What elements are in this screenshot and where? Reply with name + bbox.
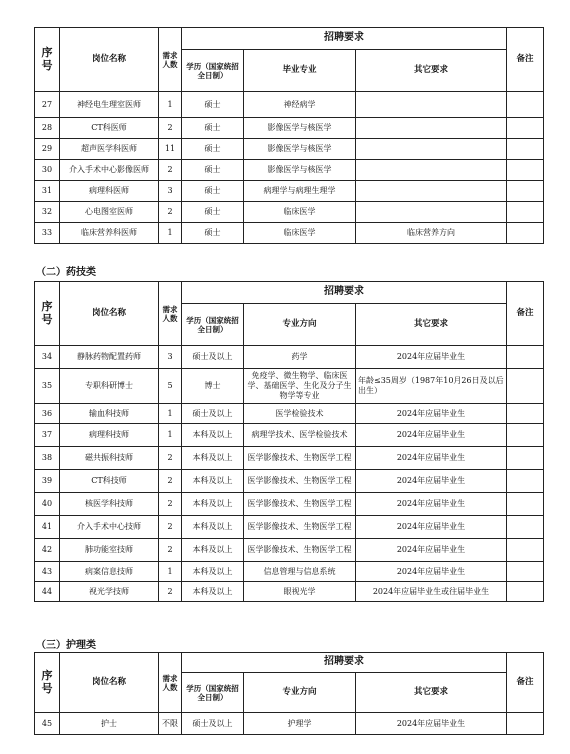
cell-count: 1 — [159, 562, 182, 582]
cell-major: 信息管理与信息系统 — [244, 562, 356, 582]
cell-education: 硕士 — [182, 92, 244, 118]
cell-position: 肺功能室技师 — [60, 539, 159, 562]
header-count: 需求人数 — [159, 28, 182, 92]
header-requirements: 招聘要求 — [182, 653, 507, 673]
cell-seq: 28 — [35, 118, 60, 139]
cell-other — [356, 181, 507, 202]
cell-education: 本科及以上 — [182, 582, 244, 602]
cell-position: 介入手术中心技师 — [60, 516, 159, 539]
section-title-pharmacy: （二）药技类 — [36, 267, 96, 278]
cell-other: 2024年应届毕业生 — [356, 562, 507, 582]
header-major: 毕业专业 — [244, 50, 356, 92]
cell-other: 2024年应届毕业生 — [356, 713, 507, 735]
cell-count: 3 — [159, 181, 182, 202]
cell-remarks — [507, 582, 544, 602]
cell-count: 2 — [159, 539, 182, 562]
cell-position: 临床营养科医师 — [60, 223, 159, 244]
cell-other — [356, 139, 507, 160]
cell-remarks — [507, 160, 544, 181]
header-education: 学历（国家统招全日制） — [182, 304, 244, 346]
cell-other — [356, 118, 507, 139]
cell-position: 病理科医师 — [60, 181, 159, 202]
table-pharmacy-technicians — [34, 281, 544, 602]
table-clinical-physicians — [34, 27, 544, 244]
cell-major: 临床医学 — [244, 223, 356, 244]
header-other: 其它要求 — [356, 673, 507, 713]
cell-seq: 38 — [35, 447, 60, 470]
table-row — [35, 447, 544, 470]
cell-position: 磁共振科技师 — [60, 447, 159, 470]
cell-remarks — [507, 404, 544, 424]
cell-position: CT科技师 — [60, 470, 159, 493]
cell-remarks — [507, 139, 544, 160]
cell-count: 2 — [159, 582, 182, 602]
cell-remarks — [507, 539, 544, 562]
table-row — [35, 139, 544, 160]
cell-remarks — [507, 516, 544, 539]
cell-other: 2024年应届毕业生 — [356, 470, 507, 493]
cell-seq: 32 — [35, 202, 60, 223]
cell-position: 介入手术中心影像医师 — [60, 160, 159, 181]
cell-other: 2024年应届毕业生或往届毕业生 — [356, 582, 507, 602]
cell-position: 核医学科技师 — [60, 493, 159, 516]
cell-position: 病理科技师 — [60, 424, 159, 447]
table-row — [35, 562, 544, 582]
header-education: 学历（国家统招全日制） — [182, 50, 244, 92]
cell-count: 1 — [159, 404, 182, 424]
table-row — [35, 181, 544, 202]
cell-remarks — [507, 493, 544, 516]
cell-education: 本科及以上 — [182, 493, 244, 516]
cell-position: 静脉药物配置药师 — [60, 346, 159, 369]
cell-other: 临床营养方向 — [356, 223, 507, 244]
cell-other: 2024年应届毕业生 — [356, 447, 507, 470]
header-count: 需求人数 — [159, 282, 182, 346]
table-row — [35, 470, 544, 493]
cell-education: 本科及以上 — [182, 516, 244, 539]
cell-education: 硕士及以上 — [182, 346, 244, 369]
header-remarks: 备注 — [507, 653, 544, 713]
header-other: 其它要求 — [356, 50, 507, 92]
cell-remarks — [507, 92, 544, 118]
cell-major: 免疫学、微生物学、临床医学、基础医学、生化及分子生物学等专业 — [244, 369, 356, 404]
header-count: 需求人数 — [159, 653, 182, 713]
table-row — [35, 404, 544, 424]
cell-other: 2024年应届毕业生 — [356, 404, 507, 424]
cell-count: 2 — [159, 470, 182, 493]
cell-remarks — [507, 369, 544, 404]
cell-major: 医学影像技术、生物医学工程 — [244, 539, 356, 562]
cell-education: 本科及以上 — [182, 562, 244, 582]
cell-position: 病案信息技师 — [60, 562, 159, 582]
cell-major: 影像医学与核医学 — [244, 160, 356, 181]
cell-education: 硕士及以上 — [182, 713, 244, 735]
cell-education: 硕士 — [182, 139, 244, 160]
cell-other: 2024年应届毕业生 — [356, 493, 507, 516]
cell-count: 2 — [159, 516, 182, 539]
cell-seq: 45 — [35, 713, 60, 735]
cell-other: 2024年应届毕业生 — [356, 424, 507, 447]
cell-seq: 34 — [35, 346, 60, 369]
cell-education: 硕士 — [182, 181, 244, 202]
cell-count: 11 — [159, 139, 182, 160]
cell-position: 输血科技师 — [60, 404, 159, 424]
cell-other: 2024年应届毕业生 — [356, 539, 507, 562]
cell-major: 临床医学 — [244, 202, 356, 223]
cell-seq: 36 — [35, 404, 60, 424]
cell-count: 2 — [159, 118, 182, 139]
cell-seq: 33 — [35, 223, 60, 244]
table-row — [35, 424, 544, 447]
cell-education: 硕士 — [182, 118, 244, 139]
cell-position: 护士 — [60, 713, 159, 735]
cell-major: 医学影像技术、生物医学工程 — [244, 516, 356, 539]
header-seq: 序号 — [35, 282, 60, 346]
cell-major: 神经病学 — [244, 92, 356, 118]
cell-remarks — [507, 562, 544, 582]
table-row — [35, 713, 544, 735]
cell-count: 不限 — [159, 713, 182, 735]
cell-seq: 35 — [35, 369, 60, 404]
header-seq: 序号 — [35, 653, 60, 713]
cell-other — [356, 202, 507, 223]
cell-count: 2 — [159, 160, 182, 181]
cell-seq: 43 — [35, 562, 60, 582]
table-row — [35, 539, 544, 562]
header-position: 岗位名称 — [60, 28, 159, 92]
cell-seq: 44 — [35, 582, 60, 602]
cell-count: 1 — [159, 92, 182, 118]
section-title-nursing: （三）护理类 — [36, 640, 96, 651]
cell-education: 本科及以上 — [182, 539, 244, 562]
table-row — [35, 92, 544, 118]
cell-education: 硕士 — [182, 160, 244, 181]
header-requirements: 招聘要求 — [182, 282, 507, 304]
cell-remarks — [507, 118, 544, 139]
cell-other: 年龄≤35周岁（1987年10月26日及以后出生） — [356, 369, 507, 404]
cell-major: 医学影像技术、生物医学工程 — [244, 470, 356, 493]
header-remarks: 备注 — [507, 282, 544, 346]
header-education: 学历（国家统招全日制） — [182, 673, 244, 713]
cell-position: 视光学技师 — [60, 582, 159, 602]
cell-remarks — [507, 447, 544, 470]
cell-remarks — [507, 223, 544, 244]
cell-education: 硕士及以上 — [182, 404, 244, 424]
cell-remarks — [507, 181, 544, 202]
cell-seq: 40 — [35, 493, 60, 516]
cell-seq: 39 — [35, 470, 60, 493]
cell-remarks — [507, 346, 544, 369]
cell-seq: 42 — [35, 539, 60, 562]
cell-education: 本科及以上 — [182, 447, 244, 470]
table-row — [35, 160, 544, 181]
cell-count: 5 — [159, 369, 182, 404]
cell-position: 神经电生理室医师 — [60, 92, 159, 118]
table-row — [35, 223, 544, 244]
cell-remarks — [507, 713, 544, 735]
cell-major: 影像医学与核医学 — [244, 118, 356, 139]
cell-position: 超声医学科医师 — [60, 139, 159, 160]
cell-seq: 31 — [35, 181, 60, 202]
table-body — [35, 92, 544, 244]
header-position: 岗位名称 — [60, 282, 159, 346]
cell-count: 1 — [159, 424, 182, 447]
header-other: 其它要求 — [356, 304, 507, 346]
header-requirements: 招聘要求 — [182, 28, 507, 50]
cell-education: 硕士 — [182, 223, 244, 244]
cell-major: 病理学与病理生理学 — [244, 181, 356, 202]
cell-position: 心电图室医师 — [60, 202, 159, 223]
cell-major: 医学检验技术 — [244, 404, 356, 424]
table-row — [35, 346, 544, 369]
cell-major: 护理学 — [244, 713, 356, 735]
cell-other — [356, 92, 507, 118]
cell-seq: 37 — [35, 424, 60, 447]
cell-count: 1 — [159, 223, 182, 244]
header-position: 岗位名称 — [60, 653, 159, 713]
table-row — [35, 369, 544, 404]
table-row — [35, 516, 544, 539]
cell-education: 硕士 — [182, 202, 244, 223]
table-row — [35, 202, 544, 223]
cell-seq: 30 — [35, 160, 60, 181]
cell-count: 3 — [159, 346, 182, 369]
cell-count: 2 — [159, 493, 182, 516]
cell-remarks — [507, 470, 544, 493]
cell-other: 2024年应届毕业生 — [356, 516, 507, 539]
cell-major: 医学影像技术、生物医学工程 — [244, 493, 356, 516]
header-major: 专业方向 — [244, 673, 356, 713]
cell-major: 药学 — [244, 346, 356, 369]
table-row — [35, 118, 544, 139]
table-row — [35, 582, 544, 602]
cell-remarks — [507, 424, 544, 447]
cell-education: 本科及以上 — [182, 470, 244, 493]
cell-count: 2 — [159, 202, 182, 223]
cell-position: CT科医师 — [60, 118, 159, 139]
cell-seq: 41 — [35, 516, 60, 539]
header-seq: 序号 — [35, 28, 60, 92]
cell-major: 病理学技术、医学检验技术 — [244, 424, 356, 447]
table-row — [35, 493, 544, 516]
header-major: 专业方向 — [244, 304, 356, 346]
table-body — [35, 713, 544, 735]
cell-education: 本科及以上 — [182, 424, 244, 447]
cell-major: 医学影像技术、生物医学工程 — [244, 447, 356, 470]
cell-other — [356, 160, 507, 181]
table-nursing — [34, 652, 544, 735]
cell-other: 2024年应届毕业生 — [356, 346, 507, 369]
cell-seq: 27 — [35, 92, 60, 118]
cell-seq: 29 — [35, 139, 60, 160]
cell-education: 博士 — [182, 369, 244, 404]
header-remarks: 备注 — [507, 28, 544, 92]
cell-major: 眼视光学 — [244, 582, 356, 602]
table-body — [35, 346, 544, 602]
cell-remarks — [507, 202, 544, 223]
cell-major: 影像医学与核医学 — [244, 139, 356, 160]
cell-position: 专职科研博士 — [60, 369, 159, 404]
cell-count: 2 — [159, 447, 182, 470]
